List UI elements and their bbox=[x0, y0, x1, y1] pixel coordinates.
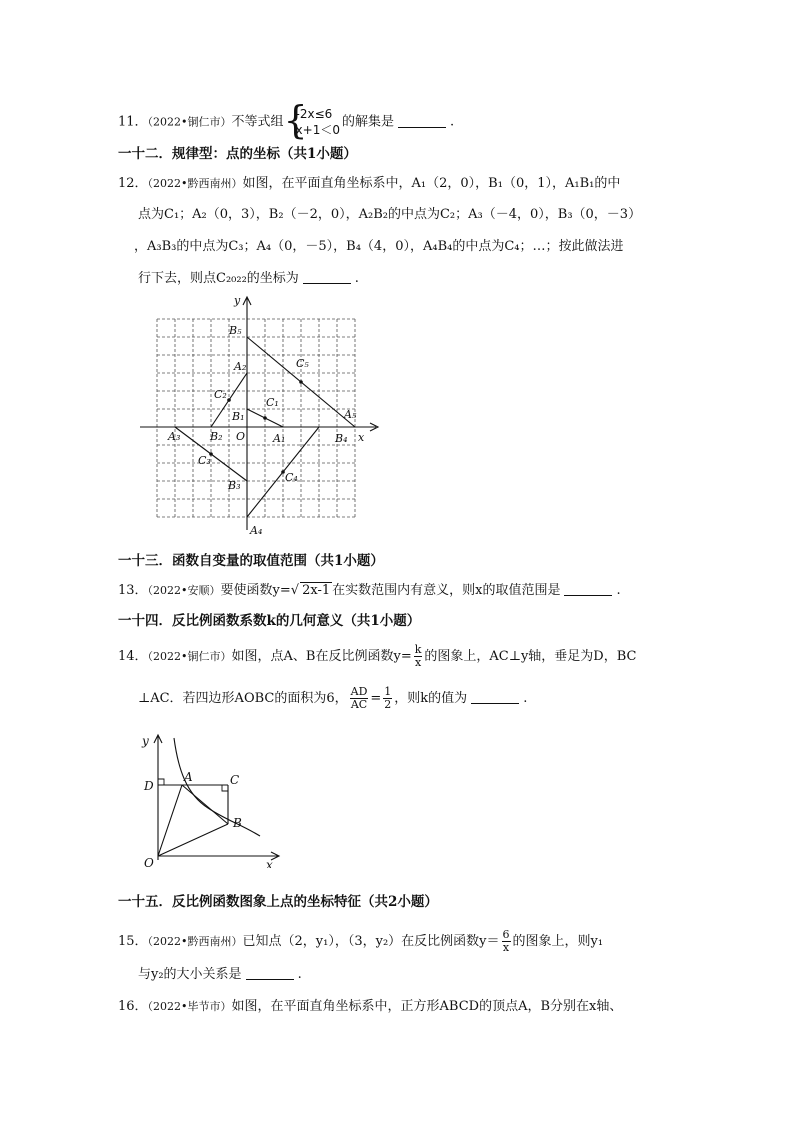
question-14-line-1: 14．（2022•铜仁市）如图，点A、B在反比例函数y= $\frac{k}{x}$ 的图象上，AC⊥y轴，垂足为D，BC bbox=[118, 643, 637, 669]
section-heading-15: 一十五．反比例函数图象上点的坐标特征（共2小题） bbox=[118, 894, 438, 910]
section-heading-12: 一十二．规律型：点的坐标（共1小题） bbox=[118, 146, 357, 162]
label-C5: C₅ bbox=[296, 357, 309, 370]
section-heading-14: 一十四．反比例函数系数k的几何意义（共1小题） bbox=[118, 613, 421, 629]
label-B5: B₅ bbox=[229, 324, 242, 337]
question-16-line-1: 16．（2022•毕节市）如图，在平面直角坐标系中，正方形ABCD的顶点A，B分别在x轴、 bbox=[118, 999, 623, 1014]
question-15-line-2: 与y₂的大小关系是 . bbox=[138, 967, 302, 982]
label-C: C bbox=[230, 773, 240, 787]
label-B: B bbox=[233, 816, 242, 830]
answer-blank bbox=[564, 582, 612, 596]
fraction-k-over-x: $\frac{k}{x}$ bbox=[414, 643, 422, 669]
y-axis-label: y bbox=[234, 294, 241, 307]
label-A3: A₃ bbox=[168, 430, 181, 443]
section-heading-13: 一十三．函数自变量的取值范围（共1小题） bbox=[118, 553, 384, 569]
x-axis-label: x bbox=[358, 431, 365, 444]
label-A1: A₁ bbox=[273, 432, 286, 445]
answer-blank bbox=[471, 690, 519, 704]
label-C1: C₁ bbox=[266, 396, 279, 409]
answer-blank bbox=[398, 114, 446, 128]
fraction-ad-over-ac: $\frac{AD}{AC}$ bbox=[350, 685, 368, 711]
question-12-line-4: 行下去，则点C₂₀₂₂的坐标为 . bbox=[138, 271, 359, 286]
figure-12-coordinate-grid bbox=[130, 290, 390, 540]
question-12-line-1: 12．（2022•黔西南州）如图，在平面直角坐标系中，A₁（2，0），B₁（0，1），A₁B₁的中 bbox=[118, 176, 621, 191]
origin-label: O bbox=[236, 430, 246, 443]
inequality-system: { -2x≤6 x+1＜0 bbox=[286, 106, 340, 138]
label-B3: B₃ bbox=[228, 479, 241, 492]
fraction-6-over-x: $\frac{6}{x}$ bbox=[502, 928, 510, 954]
question-12-line-3: ，A₃B₃的中点为C₃；A₄（0，－5），B₄（4，0），A₄B₄的中点为C₄；…；按此做法进 bbox=[134, 239, 624, 254]
x-axis-label: x bbox=[266, 858, 273, 868]
answer-blank bbox=[303, 270, 351, 284]
y-axis-label: y bbox=[142, 734, 149, 748]
label-A2: A₂ bbox=[234, 360, 247, 373]
label-C3: C₃ bbox=[198, 454, 211, 467]
origin-label: O bbox=[144, 856, 154, 868]
label-B2: B₂ bbox=[210, 430, 223, 443]
question-12-line-2: 点为C₁；A₂（0，3），B₂（－2，0），A₂B₂的中点为C₂；A₃（－4，0），B₃（0，－3） bbox=[138, 207, 642, 222]
question-13: 13．（2022•安顺）要使函数y=√ 2x-1 在实数范围内有意义，则x的取值范围是 . bbox=[118, 583, 621, 598]
fraction-one-half: $\frac{1}{2}$ bbox=[384, 685, 392, 711]
question-14-line-2: ⊥AC．若四边形AOBC的面积为6， $\frac{AD}{AC}$ = $\frac{1}{2}$ ，则k的值为 . bbox=[138, 685, 528, 711]
label-B4: B₄ bbox=[335, 432, 348, 445]
label-C2: C₂ bbox=[214, 388, 227, 401]
label-C4: C₄ bbox=[285, 471, 298, 484]
question-15-line-1: 15．（2022•黔西南州）已知点（2，y₁），（3，y₂）在反比例函数y＝ $\frac{6}{x}$ 的图象上，则y₁ bbox=[118, 928, 604, 954]
figure-14-hyperbola bbox=[138, 728, 288, 868]
question-11: 11．（2022•铜仁市）不等式组 { -2x≤6 x+1＜0 的解集是 . bbox=[118, 106, 454, 138]
label-A5: A₅ bbox=[344, 408, 357, 421]
hyperbola-curve bbox=[174, 738, 260, 836]
label-B1: B₁ bbox=[232, 410, 245, 423]
answer-blank bbox=[246, 966, 294, 980]
label-D: D bbox=[144, 779, 154, 793]
label-A: A bbox=[184, 770, 193, 784]
label-A4: A₄ bbox=[250, 524, 263, 537]
